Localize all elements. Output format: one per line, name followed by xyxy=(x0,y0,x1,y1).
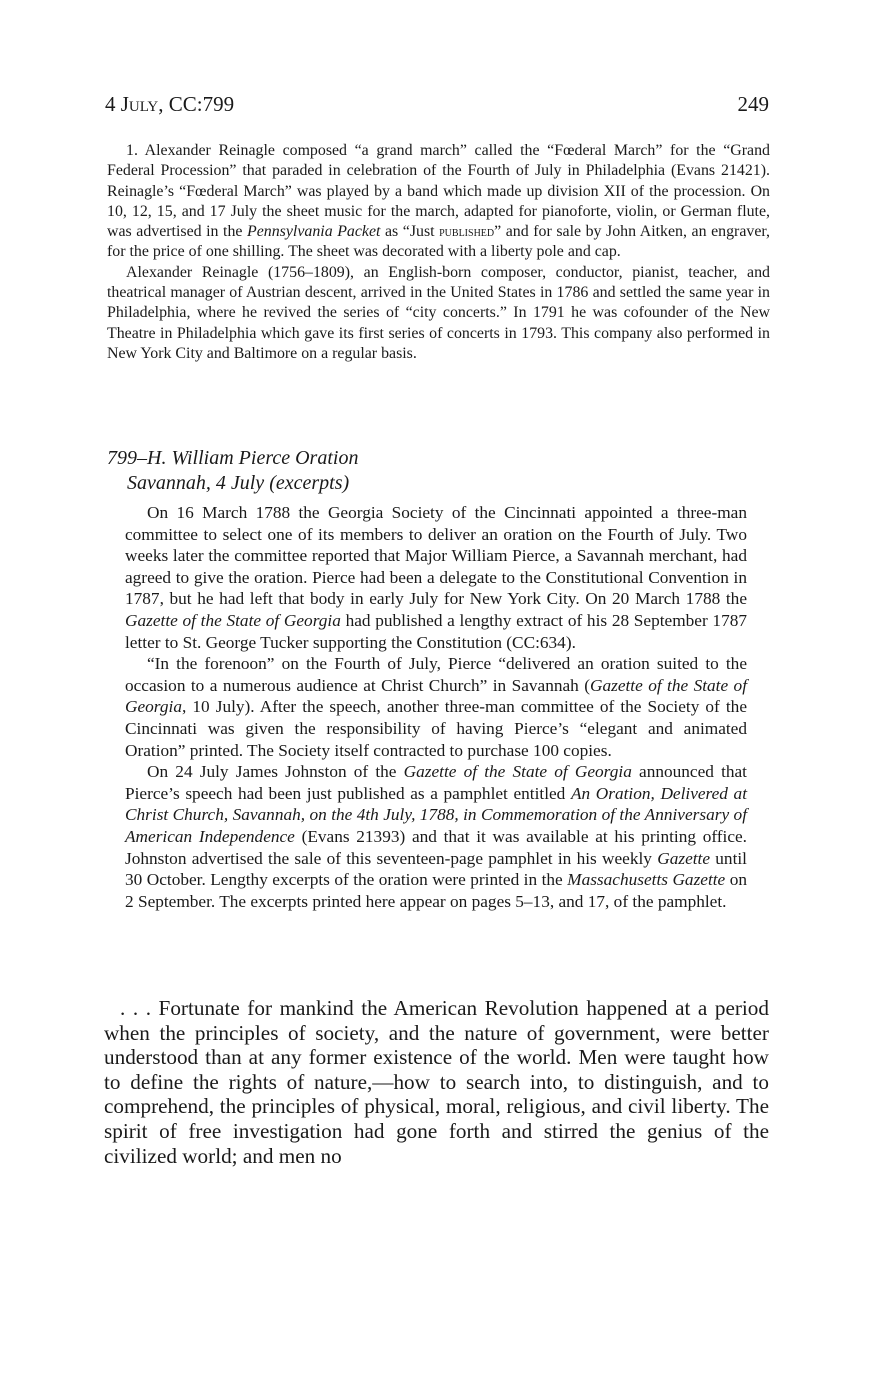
intro-paragraph-1 xyxy=(125,502,747,653)
header-month: July xyxy=(120,92,159,116)
text-run: Alexander Reinagle (1756–1809), an English-born composer, conductor, pianist, teacher, and theatrical manager of Austrian descent, arrived in the United States in 1786 and settled the same year in Philadelphia, where he revived the series of “city concerts.” In 1791 he was cofounder of the New Theatre in Philadelphia which gave its first series of concerts in 1793. This company also performed in New York City and Baltimore on a regular basis. xyxy=(107,263,770,362)
text-run: 1. Alexander Reinagle composed “a grand march” called the “Fœderal March” for the “Grand Federal Procession” that paraded in celebration of the Fourth of July in Philadelphia (Evans 21421). Reinagle’s “Fœderal March” was played by a band which made up division XII of the procession. On 10, 12, 15, and 17 July the sheet music for the march, adapted for pianoforte, violin, or German flute, was advertised in the xyxy=(107,142,770,241)
text-run: Gazette of the State of Georgia xyxy=(125,675,748,717)
text-run: as “Just xyxy=(380,223,440,241)
text-run: had published a lengthy extract of his 28 September 1787 letter to St. George Tucker supporting the Constitution (CC:634). xyxy=(125,610,747,652)
oration-text-block xyxy=(104,996,769,1168)
text-run: published xyxy=(439,224,495,241)
text-run: Gazette of the State of Georgia xyxy=(125,610,341,630)
text-run: An Oration, Delivered at Christ Church, Savannah, on the 4th July, 1788, in Commemoration of the Anniversary of American Independence xyxy=(125,783,747,846)
text-run: until 30 October. Lengthy excerpts of the oration were printed in the xyxy=(125,848,747,890)
section-heading xyxy=(107,446,747,496)
text-run: “In the forenoon” on the Fourth of July, Pierce “delivered an oration suited to the occasion to a numerous audience at Christ Church” in Savannah ( xyxy=(125,654,747,695)
text-run: ” and for sale by John Aitken, an engraver, for the price of one shilling. The sheet was decorated with a liberty pole and cap. xyxy=(107,223,770,261)
text-run: Pennsylvania Packet xyxy=(247,223,381,241)
running-head-left xyxy=(105,92,234,117)
header-day: 4 xyxy=(105,92,121,116)
editorial-introduction xyxy=(125,502,747,912)
text-run: On 16 March 1788 the Georgia Society of the Cincinnati appointed a three-man committee to select one of its members to deliver an oration on the Fourth of July. Two weeks later the committee reported that Major William Pierce, a Savannah merchant, had agreed to give the oration. Pierce had been a delegate to the Constitutional Convention in 1787, but he had left that body in early July for New York City. On 20 March 1788 the xyxy=(125,503,747,609)
text-run: Massachusetts Gazette xyxy=(567,870,726,890)
section-title: 799–H. William Pierce Oration xyxy=(107,447,359,469)
text-run: Gazette xyxy=(657,848,711,868)
oration-paragraph: . . . Fortunate for mankind the American Revolution happened at a period when the principles of society, and the nature of government, were better understood than at any former existence of the world. Men were taught how to define the rights of nature,—how to search into, to distinguish, and to comprehend, the principles of physical, moral, religious, and civil liberty. The spirit of free investigation had gone forth and stirred the genius of the civilized world; and men no xyxy=(104,996,769,1168)
page-number: 249 xyxy=(737,92,769,116)
text-run: (Evans 21393) and that it was available at his printing office. Johnston advertised the sale of this seventeen-page pamphlet in his weekly xyxy=(125,826,747,868)
footnote-1-continued xyxy=(107,263,770,364)
intro-paragraph-2 xyxy=(125,653,747,761)
section-subtitle: Savannah, 4 July (excerpts) xyxy=(127,472,350,494)
intro-paragraph-3 xyxy=(125,761,747,912)
text-run: on 2 September. The excerpts printed here appear on pages 5–13, and 17, of the pamphlet. xyxy=(125,870,747,911)
text-run: announced that Pierce’s speech had been just published as a pamphlet entitled xyxy=(125,762,747,803)
running-header xyxy=(105,92,769,122)
text-run: Gazette of the State of Georgia xyxy=(403,762,632,782)
footnotes-block xyxy=(107,141,770,364)
text-run: , 10 July). After the speech, another three-man committee of the Society of the Cincinnati was given the responsibility of having Pierce’s “elegant and animated Oration” printed. The Society itself contracted to purchase 100 copies. xyxy=(125,697,747,760)
footnote-1 xyxy=(107,141,770,263)
header-document-ref: , CC:799 xyxy=(158,92,235,116)
text-run: On 24 July James Johnston of the xyxy=(147,762,404,782)
